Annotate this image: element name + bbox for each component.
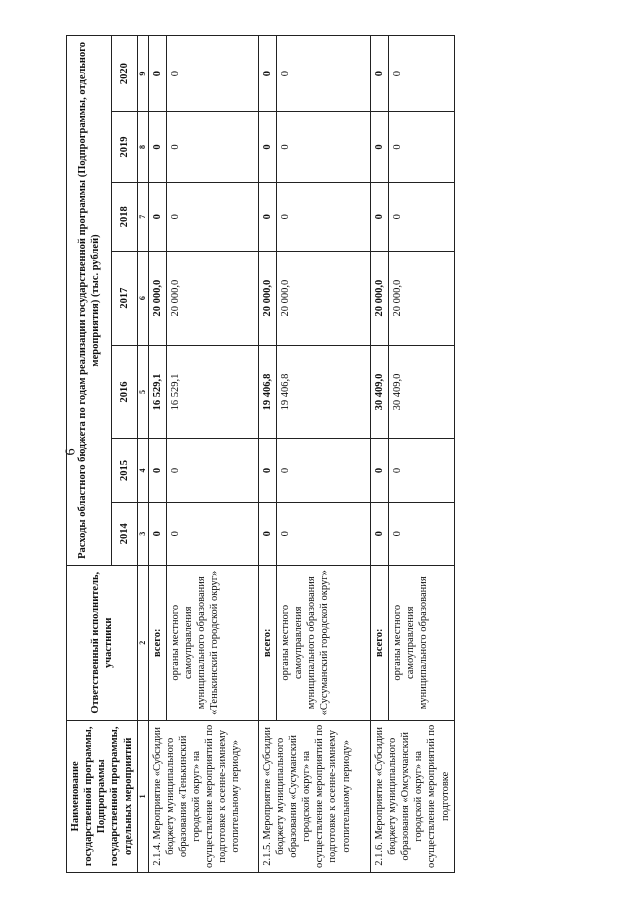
- column-number: 3: [137, 502, 148, 565]
- column-number: 7: [137, 182, 148, 251]
- value-cell: 20 000,0: [166, 251, 258, 345]
- value-cell: 0: [258, 502, 276, 565]
- value-cell: 0: [258, 439, 276, 502]
- measure-title: 2.1.6. Мероприятие «Субсидии бюджету муниципального образования «Омсукчанский городской округ» на осуществление мероприятий по подготовке: [370, 720, 454, 872]
- value-cell: 0: [148, 439, 166, 502]
- executor-total: всего:: [370, 565, 388, 720]
- measure-title: 2.1.5. Мероприятие «Субсидии бюджету муниципального образования «Сусуманский городской округ» на осуществление мероприятий по подготовке к осенне-зимнему отопительному периоду»: [258, 720, 370, 872]
- value-cell: 30 409,0: [389, 345, 455, 439]
- value-cell: 0: [276, 36, 370, 112]
- value-cell: 0: [389, 36, 455, 112]
- value-cell: 0: [370, 36, 388, 112]
- value-cell: 0: [148, 182, 166, 251]
- column-number: 8: [137, 112, 148, 182]
- year-header: 2020: [111, 36, 137, 112]
- executor: органы местного самоуправления муниципального образования: [389, 565, 455, 720]
- executor-total: всего:: [258, 565, 276, 720]
- column-number: 9: [137, 36, 148, 112]
- value-cell: 0: [276, 112, 370, 182]
- column-number: 1: [137, 720, 148, 872]
- value-cell: 0: [370, 112, 388, 182]
- column-number: 5: [137, 345, 148, 439]
- table-row: [258, 36, 276, 873]
- value-cell: 0: [258, 36, 276, 112]
- measure-title: 2.1.4. Мероприятие «Субсидии бюджету муниципального образования «Тенькинский городской округ» на осуществление мероприятий по подготовке к осенне-зимнему отопительному периоду»: [148, 720, 258, 872]
- value-cell: 20 000,0: [370, 251, 388, 345]
- value-cell: 20 000,0: [148, 251, 166, 345]
- value-cell: 19 406,8: [258, 345, 276, 439]
- table-row: [148, 36, 166, 873]
- value-cell: 0: [258, 112, 276, 182]
- executor: органы местного самоуправления муниципального образования «Сусуманский городской округ»: [276, 565, 370, 720]
- year-header: 2014: [111, 502, 137, 565]
- table-row: [370, 36, 388, 873]
- value-cell: 0: [166, 439, 258, 502]
- value-cell: 0: [166, 182, 258, 251]
- value-cell: 19 406,8: [276, 345, 370, 439]
- page-number: 6: [63, 448, 79, 456]
- value-cell: 0: [370, 439, 388, 502]
- value-cell: 0: [148, 36, 166, 112]
- value-cell: 20 000,0: [258, 251, 276, 345]
- year-header: 2019: [111, 112, 137, 182]
- value-cell: 0: [258, 182, 276, 251]
- year-header: 2018: [111, 182, 137, 251]
- column-number: 6: [137, 251, 148, 345]
- value-cell: 0: [166, 36, 258, 112]
- column-number: 2: [137, 565, 148, 720]
- header-expenses: Расходы областного бюджета по годам реализации государственной программы (Подпрограммы, отдельного мероприятия) (тыс. рублей): [67, 36, 112, 566]
- value-cell: 30 409,0: [370, 345, 388, 439]
- executor-total: всего:: [148, 565, 166, 720]
- value-cell: 0: [148, 502, 166, 565]
- value-cell: 0: [370, 182, 388, 251]
- year-header: 2016: [111, 345, 137, 439]
- value-cell: 0: [276, 502, 370, 565]
- executor: органы местного самоуправления муниципального образования «Тенькинский городской округ»: [166, 565, 258, 720]
- year-header: 2017: [111, 251, 137, 345]
- value-cell: 0: [276, 439, 370, 502]
- value-cell: 20 000,0: [389, 251, 455, 345]
- value-cell: 0: [389, 439, 455, 502]
- budget-table: [63, 35, 455, 873]
- value-cell: 0: [166, 112, 258, 182]
- value-cell: 0: [276, 182, 370, 251]
- value-cell: 0: [370, 502, 388, 565]
- year-header: 2015: [111, 439, 137, 502]
- value-cell: 20 000,0: [276, 251, 370, 345]
- header-name: Наименование государственной программы, Подпрограммы государственной программы, отдельных мероприятий: [67, 720, 138, 872]
- value-cell: 0: [148, 112, 166, 182]
- budget-table-rotated: [63, 35, 531, 873]
- value-cell: 16 529,1: [166, 345, 258, 439]
- column-number: 4: [137, 439, 148, 502]
- value-cell: 16 529,1: [148, 345, 166, 439]
- value-cell: 0: [389, 112, 455, 182]
- value-cell: 0: [389, 502, 455, 565]
- header-executor: Ответственный исполнитель, участники: [67, 565, 138, 720]
- value-cell: 0: [166, 502, 258, 565]
- value-cell: 0: [389, 182, 455, 251]
